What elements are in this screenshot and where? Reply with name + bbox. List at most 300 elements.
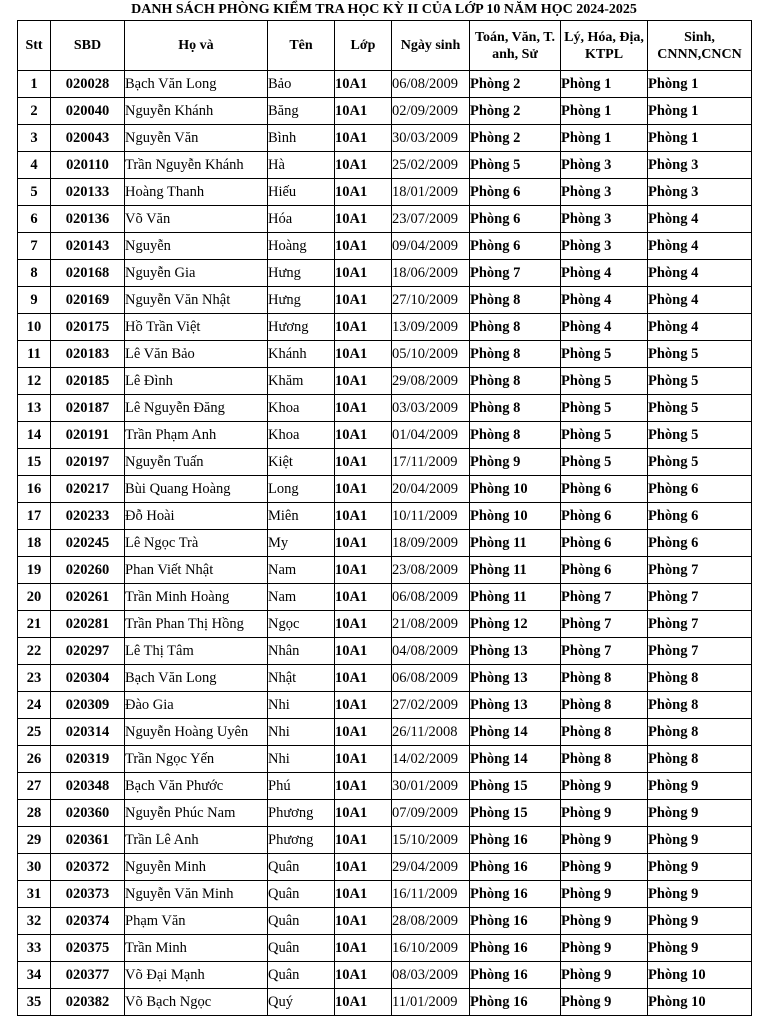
cell-ten: Hà: [268, 152, 335, 179]
table-body: [18, 71, 752, 1016]
cell-room-group-3: Phòng 6: [648, 476, 752, 503]
cell-sbd: 020360: [51, 800, 125, 827]
cell-ngay-sinh: 29/04/2009: [392, 854, 470, 881]
cell-lop: 10A1: [335, 233, 392, 260]
cell-stt: 24: [18, 692, 51, 719]
cell-ten: Nhật: [268, 665, 335, 692]
cell-ngay-sinh: 25/02/2009: [392, 152, 470, 179]
cell-sbd: 020043: [51, 125, 125, 152]
cell-room-group-3: Phòng 4: [648, 260, 752, 287]
cell-room-group-3: Phòng 7: [648, 584, 752, 611]
cell-stt: 4: [18, 152, 51, 179]
cell-room-group-2: Phòng 1: [561, 98, 648, 125]
cell-lop: 10A1: [335, 557, 392, 584]
cell-room-group-1: Phòng 16: [470, 962, 561, 989]
cell-ho-va: Trần Minh Hoàng: [125, 584, 268, 611]
cell-ho-va: Phạm Văn: [125, 908, 268, 935]
cell-room-group-2: Phòng 3: [561, 206, 648, 233]
table-row: [18, 881, 752, 908]
cell-ho-va: Bạch Văn Long: [125, 665, 268, 692]
cell-ho-va: Lê Ngọc Trà: [125, 530, 268, 557]
cell-ngay-sinh: 16/10/2009: [392, 935, 470, 962]
cell-stt: 8: [18, 260, 51, 287]
cell-ten: Hương: [268, 314, 335, 341]
cell-stt: 21: [18, 611, 51, 638]
cell-stt: 31: [18, 881, 51, 908]
cell-sbd: 020133: [51, 179, 125, 206]
cell-lop: 10A1: [335, 206, 392, 233]
table-row: [18, 935, 752, 962]
cell-stt: 15: [18, 449, 51, 476]
cell-room-group-3: Phòng 9: [648, 881, 752, 908]
cell-room-group-2: Phòng 5: [561, 395, 648, 422]
cell-sbd: 020185: [51, 368, 125, 395]
cell-ngay-sinh: 09/04/2009: [392, 233, 470, 260]
cell-lop: 10A1: [335, 422, 392, 449]
cell-ten: Nhân: [268, 638, 335, 665]
cell-room-group-2: Phòng 4: [561, 260, 648, 287]
cell-room-group-2: Phòng 6: [561, 476, 648, 503]
cell-lop: 10A1: [335, 665, 392, 692]
cell-room-group-3: Phòng 5: [648, 422, 752, 449]
cell-room-group-1: Phòng 2: [470, 71, 561, 98]
cell-stt: 12: [18, 368, 51, 395]
cell-sbd: 020382: [51, 989, 125, 1016]
cell-ho-va: Võ Bạch Ngọc: [125, 989, 268, 1016]
cell-room-group-2: Phòng 8: [561, 719, 648, 746]
table-row: [18, 692, 752, 719]
cell-ten: Bình: [268, 125, 335, 152]
cell-sbd: 020373: [51, 881, 125, 908]
cell-room-group-2: Phòng 3: [561, 233, 648, 260]
cell-ngay-sinh: 01/04/2009: [392, 422, 470, 449]
cell-lop: 10A1: [335, 341, 392, 368]
cell-ten: Bảo: [268, 71, 335, 98]
cell-sbd: 020309: [51, 692, 125, 719]
cell-sbd: 020168: [51, 260, 125, 287]
table-row: [18, 422, 752, 449]
cell-ho-va: Nguyễn Văn: [125, 125, 268, 152]
cell-room-group-2: Phòng 9: [561, 881, 648, 908]
table-row: [18, 611, 752, 638]
cell-room-group-3: Phòng 5: [648, 368, 752, 395]
cell-room-group-1: Phòng 9: [470, 449, 561, 476]
cell-lop: 10A1: [335, 692, 392, 719]
cell-room-group-2: Phòng 8: [561, 692, 648, 719]
cell-sbd: 020110: [51, 152, 125, 179]
cell-lop: 10A1: [335, 773, 392, 800]
cell-room-group-3: Phòng 8: [648, 746, 752, 773]
cell-lop: 10A1: [335, 368, 392, 395]
cell-lop: 10A1: [335, 989, 392, 1016]
cell-ngay-sinh: 13/09/2009: [392, 314, 470, 341]
cell-room-group-1: Phòng 5: [470, 152, 561, 179]
cell-room-group-1: Phòng 13: [470, 665, 561, 692]
cell-ngay-sinh: 29/08/2009: [392, 368, 470, 395]
table-row: [18, 449, 752, 476]
cell-ngay-sinh: 26/11/2008: [392, 719, 470, 746]
cell-ngay-sinh: 06/08/2009: [392, 584, 470, 611]
cell-stt: 29: [18, 827, 51, 854]
cell-room-group-1: Phòng 8: [470, 368, 561, 395]
cell-room-group-1: Phòng 10: [470, 476, 561, 503]
cell-ho-va: Hồ Trần Việt: [125, 314, 268, 341]
table-row: [18, 665, 752, 692]
table-row: [18, 476, 752, 503]
cell-lop: 10A1: [335, 611, 392, 638]
cell-sbd: 020281: [51, 611, 125, 638]
table-header-row: [18, 21, 752, 71]
cell-room-group-3: Phòng 5: [648, 341, 752, 368]
table-row: [18, 98, 752, 125]
cell-ngay-sinh: 11/01/2009: [392, 989, 470, 1016]
cell-ngay-sinh: 30/01/2009: [392, 773, 470, 800]
cell-room-group-3: Phòng 9: [648, 854, 752, 881]
cell-ho-va: Trần Phan Thị Hồng: [125, 611, 268, 638]
cell-ngay-sinh: 23/08/2009: [392, 557, 470, 584]
cell-room-group-3: Phòng 6: [648, 503, 752, 530]
cell-lop: 10A1: [335, 719, 392, 746]
cell-ho-va: Bùi Quang Hoàng: [125, 476, 268, 503]
cell-room-group-3: Phòng 4: [648, 233, 752, 260]
cell-sbd: 020136: [51, 206, 125, 233]
cell-ten: Phương: [268, 800, 335, 827]
cell-sbd: 020314: [51, 719, 125, 746]
cell-room-group-1: Phòng 8: [470, 287, 561, 314]
table-row: [18, 368, 752, 395]
cell-ngay-sinh: 18/01/2009: [392, 179, 470, 206]
cell-room-group-1: Phòng 8: [470, 314, 561, 341]
cell-ten: Long: [268, 476, 335, 503]
cell-stt: 9: [18, 287, 51, 314]
cell-ho-va: Trần Ngọc Yến: [125, 746, 268, 773]
cell-room-group-1: Phòng 14: [470, 719, 561, 746]
cell-sbd: 020175: [51, 314, 125, 341]
cell-sbd: 020297: [51, 638, 125, 665]
table-row: [18, 125, 752, 152]
cell-ten: Quân: [268, 962, 335, 989]
cell-ten: Hưng: [268, 260, 335, 287]
table-row: [18, 260, 752, 287]
cell-ten: Ngọc: [268, 611, 335, 638]
cell-ten: Khăm: [268, 368, 335, 395]
cell-room-group-1: Phòng 6: [470, 206, 561, 233]
cell-stt: 19: [18, 557, 51, 584]
cell-ho-va: Võ Văn: [125, 206, 268, 233]
table-row: [18, 71, 752, 98]
cell-room-group-2: Phòng 9: [561, 989, 648, 1016]
table-row: [18, 530, 752, 557]
cell-ho-va: Võ Đại Mạnh: [125, 962, 268, 989]
cell-stt: 33: [18, 935, 51, 962]
cell-ten: Quý: [268, 989, 335, 1016]
cell-ten: Khoa: [268, 422, 335, 449]
header-sbd: SBD: [51, 21, 125, 71]
cell-room-group-2: Phòng 8: [561, 665, 648, 692]
cell-stt: 27: [18, 773, 51, 800]
cell-room-group-2: Phòng 3: [561, 179, 648, 206]
cell-stt: 26: [18, 746, 51, 773]
cell-lop: 10A1: [335, 908, 392, 935]
cell-ho-va: Trần Phạm Anh: [125, 422, 268, 449]
cell-room-group-2: Phòng 9: [561, 827, 648, 854]
cell-room-group-3: Phòng 3: [648, 179, 752, 206]
cell-room-group-1: Phòng 2: [470, 98, 561, 125]
cell-room-group-3: Phòng 10: [648, 962, 752, 989]
cell-ten: Nam: [268, 557, 335, 584]
table-row: [18, 827, 752, 854]
cell-room-group-3: Phòng 9: [648, 935, 752, 962]
header-ten: Tên: [268, 21, 335, 71]
table-row: [18, 395, 752, 422]
cell-lop: 10A1: [335, 152, 392, 179]
cell-ho-va: Bạch Văn Long: [125, 71, 268, 98]
table-row: [18, 341, 752, 368]
cell-sbd: 020319: [51, 746, 125, 773]
cell-ngay-sinh: 30/03/2009: [392, 125, 470, 152]
cell-room-group-2: Phòng 7: [561, 638, 648, 665]
cell-ho-va: Lê Đình: [125, 368, 268, 395]
cell-room-group-2: Phòng 5: [561, 341, 648, 368]
cell-room-group-3: Phòng 5: [648, 395, 752, 422]
cell-stt: 35: [18, 989, 51, 1016]
cell-sbd: 020375: [51, 935, 125, 962]
cell-ten: Quân: [268, 881, 335, 908]
cell-lop: 10A1: [335, 800, 392, 827]
cell-stt: 13: [18, 395, 51, 422]
cell-ho-va: Nguyễn Khánh: [125, 98, 268, 125]
cell-room-group-1: Phòng 6: [470, 179, 561, 206]
cell-room-group-3: Phòng 8: [648, 665, 752, 692]
cell-lop: 10A1: [335, 746, 392, 773]
cell-room-group-2: Phòng 4: [561, 287, 648, 314]
cell-sbd: 020143: [51, 233, 125, 260]
cell-room-group-3: Phòng 4: [648, 287, 752, 314]
cell-room-group-1: Phòng 16: [470, 989, 561, 1016]
cell-room-group-2: Phòng 6: [561, 530, 648, 557]
cell-sbd: 020183: [51, 341, 125, 368]
cell-room-group-2: Phòng 7: [561, 584, 648, 611]
table-row: [18, 503, 752, 530]
table-row: [18, 152, 752, 179]
table-row: [18, 557, 752, 584]
cell-lop: 10A1: [335, 125, 392, 152]
cell-room-group-2: Phòng 8: [561, 746, 648, 773]
cell-room-group-3: Phòng 1: [648, 125, 752, 152]
cell-ngay-sinh: 16/11/2009: [392, 881, 470, 908]
cell-ngay-sinh: 20/04/2009: [392, 476, 470, 503]
cell-room-group-3: Phòng 9: [648, 827, 752, 854]
table-row: [18, 989, 752, 1016]
cell-room-group-3: Phòng 6: [648, 530, 752, 557]
cell-lop: 10A1: [335, 935, 392, 962]
cell-ho-va: Nguyễn Phúc Nam: [125, 800, 268, 827]
cell-ten: Khánh: [268, 341, 335, 368]
cell-stt: 1: [18, 71, 51, 98]
cell-ten: Kiệt: [268, 449, 335, 476]
cell-ho-va: Nguyễn Văn Nhật: [125, 287, 268, 314]
cell-ho-va: Nguyễn Tuấn: [125, 449, 268, 476]
cell-sbd: 020374: [51, 908, 125, 935]
cell-sbd: 020217: [51, 476, 125, 503]
cell-sbd: 020197: [51, 449, 125, 476]
cell-stt: 6: [18, 206, 51, 233]
cell-ten: My: [268, 530, 335, 557]
cell-ngay-sinh: 04/08/2009: [392, 638, 470, 665]
cell-room-group-3: Phòng 3: [648, 152, 752, 179]
cell-ten: Nhi: [268, 719, 335, 746]
cell-room-group-3: Phòng 8: [648, 719, 752, 746]
cell-ten: Hóa: [268, 206, 335, 233]
cell-stt: 5: [18, 179, 51, 206]
cell-room-group-1: Phòng 16: [470, 827, 561, 854]
cell-room-group-2: Phòng 5: [561, 422, 648, 449]
cell-ho-va: Phan Viết Nhật: [125, 557, 268, 584]
table-row: [18, 962, 752, 989]
cell-room-group-1: Phòng 11: [470, 584, 561, 611]
cell-ten: Khoa: [268, 395, 335, 422]
cell-lop: 10A1: [335, 476, 392, 503]
cell-sbd: 020348: [51, 773, 125, 800]
cell-room-group-2: Phòng 7: [561, 611, 648, 638]
cell-stt: 20: [18, 584, 51, 611]
table-row: [18, 854, 752, 881]
cell-ngay-sinh: 05/10/2009: [392, 341, 470, 368]
cell-room-group-3: Phòng 8: [648, 692, 752, 719]
cell-lop: 10A1: [335, 881, 392, 908]
cell-stt: 16: [18, 476, 51, 503]
cell-ngay-sinh: 02/09/2009: [392, 98, 470, 125]
cell-ngay-sinh: 03/03/2009: [392, 395, 470, 422]
cell-ho-va: Lê Thị Tâm: [125, 638, 268, 665]
table-row: [18, 233, 752, 260]
cell-room-group-3: Phòng 9: [648, 773, 752, 800]
cell-room-group-3: Phòng 1: [648, 98, 752, 125]
cell-ten: Quân: [268, 935, 335, 962]
cell-ho-va: Trần Lê Anh: [125, 827, 268, 854]
cell-room-group-1: Phòng 13: [470, 692, 561, 719]
cell-sbd: 020169: [51, 287, 125, 314]
cell-room-group-2: Phòng 9: [561, 854, 648, 881]
cell-ngay-sinh: 21/08/2009: [392, 611, 470, 638]
cell-ten: Quân: [268, 854, 335, 881]
cell-sbd: 020377: [51, 962, 125, 989]
cell-room-group-1: Phòng 8: [470, 422, 561, 449]
header-room-group-3: Sinh, CNNN,CNCN: [648, 21, 752, 71]
cell-ngay-sinh: 06/08/2009: [392, 665, 470, 692]
cell-sbd: 020233: [51, 503, 125, 530]
cell-room-group-2: Phòng 4: [561, 314, 648, 341]
cell-room-group-3: Phòng 10: [648, 989, 752, 1016]
cell-stt: 34: [18, 962, 51, 989]
cell-stt: 18: [18, 530, 51, 557]
cell-sbd: 020028: [51, 71, 125, 98]
cell-ngay-sinh: 18/06/2009: [392, 260, 470, 287]
table-row: [18, 206, 752, 233]
cell-stt: 25: [18, 719, 51, 746]
cell-ho-va: Nguyễn Văn Minh: [125, 881, 268, 908]
cell-room-group-2: Phòng 1: [561, 71, 648, 98]
cell-room-group-2: Phòng 9: [561, 908, 648, 935]
cell-ngay-sinh: 18/09/2009: [392, 530, 470, 557]
cell-stt: 11: [18, 341, 51, 368]
cell-room-group-3: Phòng 9: [648, 908, 752, 935]
cell-room-group-1: Phòng 2: [470, 125, 561, 152]
cell-room-group-2: Phòng 3: [561, 152, 648, 179]
cell-lop: 10A1: [335, 962, 392, 989]
cell-room-group-1: Phòng 10: [470, 503, 561, 530]
cell-lop: 10A1: [335, 287, 392, 314]
cell-ho-va: Hoàng Thanh: [125, 179, 268, 206]
cell-sbd: 020260: [51, 557, 125, 584]
header-stt: Stt: [18, 21, 51, 71]
cell-lop: 10A1: [335, 530, 392, 557]
table-row: [18, 800, 752, 827]
cell-ten: Hoàng: [268, 233, 335, 260]
cell-room-group-1: Phòng 15: [470, 800, 561, 827]
cell-ten: Băng: [268, 98, 335, 125]
cell-ngay-sinh: 23/07/2009: [392, 206, 470, 233]
document-title: DANH SÁCH PHÒNG KIỂM TRA HỌC KỲ II CỦA LỚP 10 NĂM HỌC 2024-2025: [131, 2, 637, 17]
cell-sbd: 020245: [51, 530, 125, 557]
cell-ho-va: Nguyễn Minh: [125, 854, 268, 881]
cell-room-group-1: Phòng 16: [470, 881, 561, 908]
cell-room-group-3: Phòng 5: [648, 449, 752, 476]
cell-ten: Phú: [268, 773, 335, 800]
cell-lop: 10A1: [335, 314, 392, 341]
table-row: [18, 638, 752, 665]
cell-room-group-1: Phòng 7: [470, 260, 561, 287]
cell-room-group-2: Phòng 6: [561, 557, 648, 584]
cell-lop: 10A1: [335, 638, 392, 665]
cell-room-group-1: Phòng 16: [470, 935, 561, 962]
cell-room-group-1: Phòng 6: [470, 233, 561, 260]
cell-room-group-2: Phòng 5: [561, 449, 648, 476]
cell-ngay-sinh: 17/11/2009: [392, 449, 470, 476]
cell-stt: 32: [18, 908, 51, 935]
table-row: [18, 746, 752, 773]
table-row: [18, 908, 752, 935]
cell-room-group-1: Phòng 15: [470, 773, 561, 800]
cell-lop: 10A1: [335, 179, 392, 206]
cell-stt: 10: [18, 314, 51, 341]
cell-lop: 10A1: [335, 503, 392, 530]
cell-ten: Nam: [268, 584, 335, 611]
table-row: [18, 584, 752, 611]
cell-ten: Miên: [268, 503, 335, 530]
cell-ngay-sinh: 07/09/2009: [392, 800, 470, 827]
cell-sbd: 020040: [51, 98, 125, 125]
cell-room-group-3: Phòng 4: [648, 314, 752, 341]
header-ngay-sinh: Ngày sinh: [392, 21, 470, 71]
cell-lop: 10A1: [335, 98, 392, 125]
cell-lop: 10A1: [335, 584, 392, 611]
cell-room-group-3: Phòng 7: [648, 638, 752, 665]
cell-room-group-1: Phòng 8: [470, 395, 561, 422]
cell-sbd: 020361: [51, 827, 125, 854]
cell-room-group-1: Phòng 13: [470, 638, 561, 665]
cell-ten: Quân: [268, 908, 335, 935]
cell-ho-va: Lê Văn Bảo: [125, 341, 268, 368]
cell-lop: 10A1: [335, 449, 392, 476]
cell-room-group-3: Phòng 7: [648, 557, 752, 584]
cell-room-group-3: Phòng 9: [648, 800, 752, 827]
cell-room-group-3: Phòng 1: [648, 71, 752, 98]
header-ho-va: Họ và: [125, 21, 268, 71]
cell-ho-va: Đỗ Hoài: [125, 503, 268, 530]
cell-ngay-sinh: 10/11/2009: [392, 503, 470, 530]
cell-stt: 3: [18, 125, 51, 152]
